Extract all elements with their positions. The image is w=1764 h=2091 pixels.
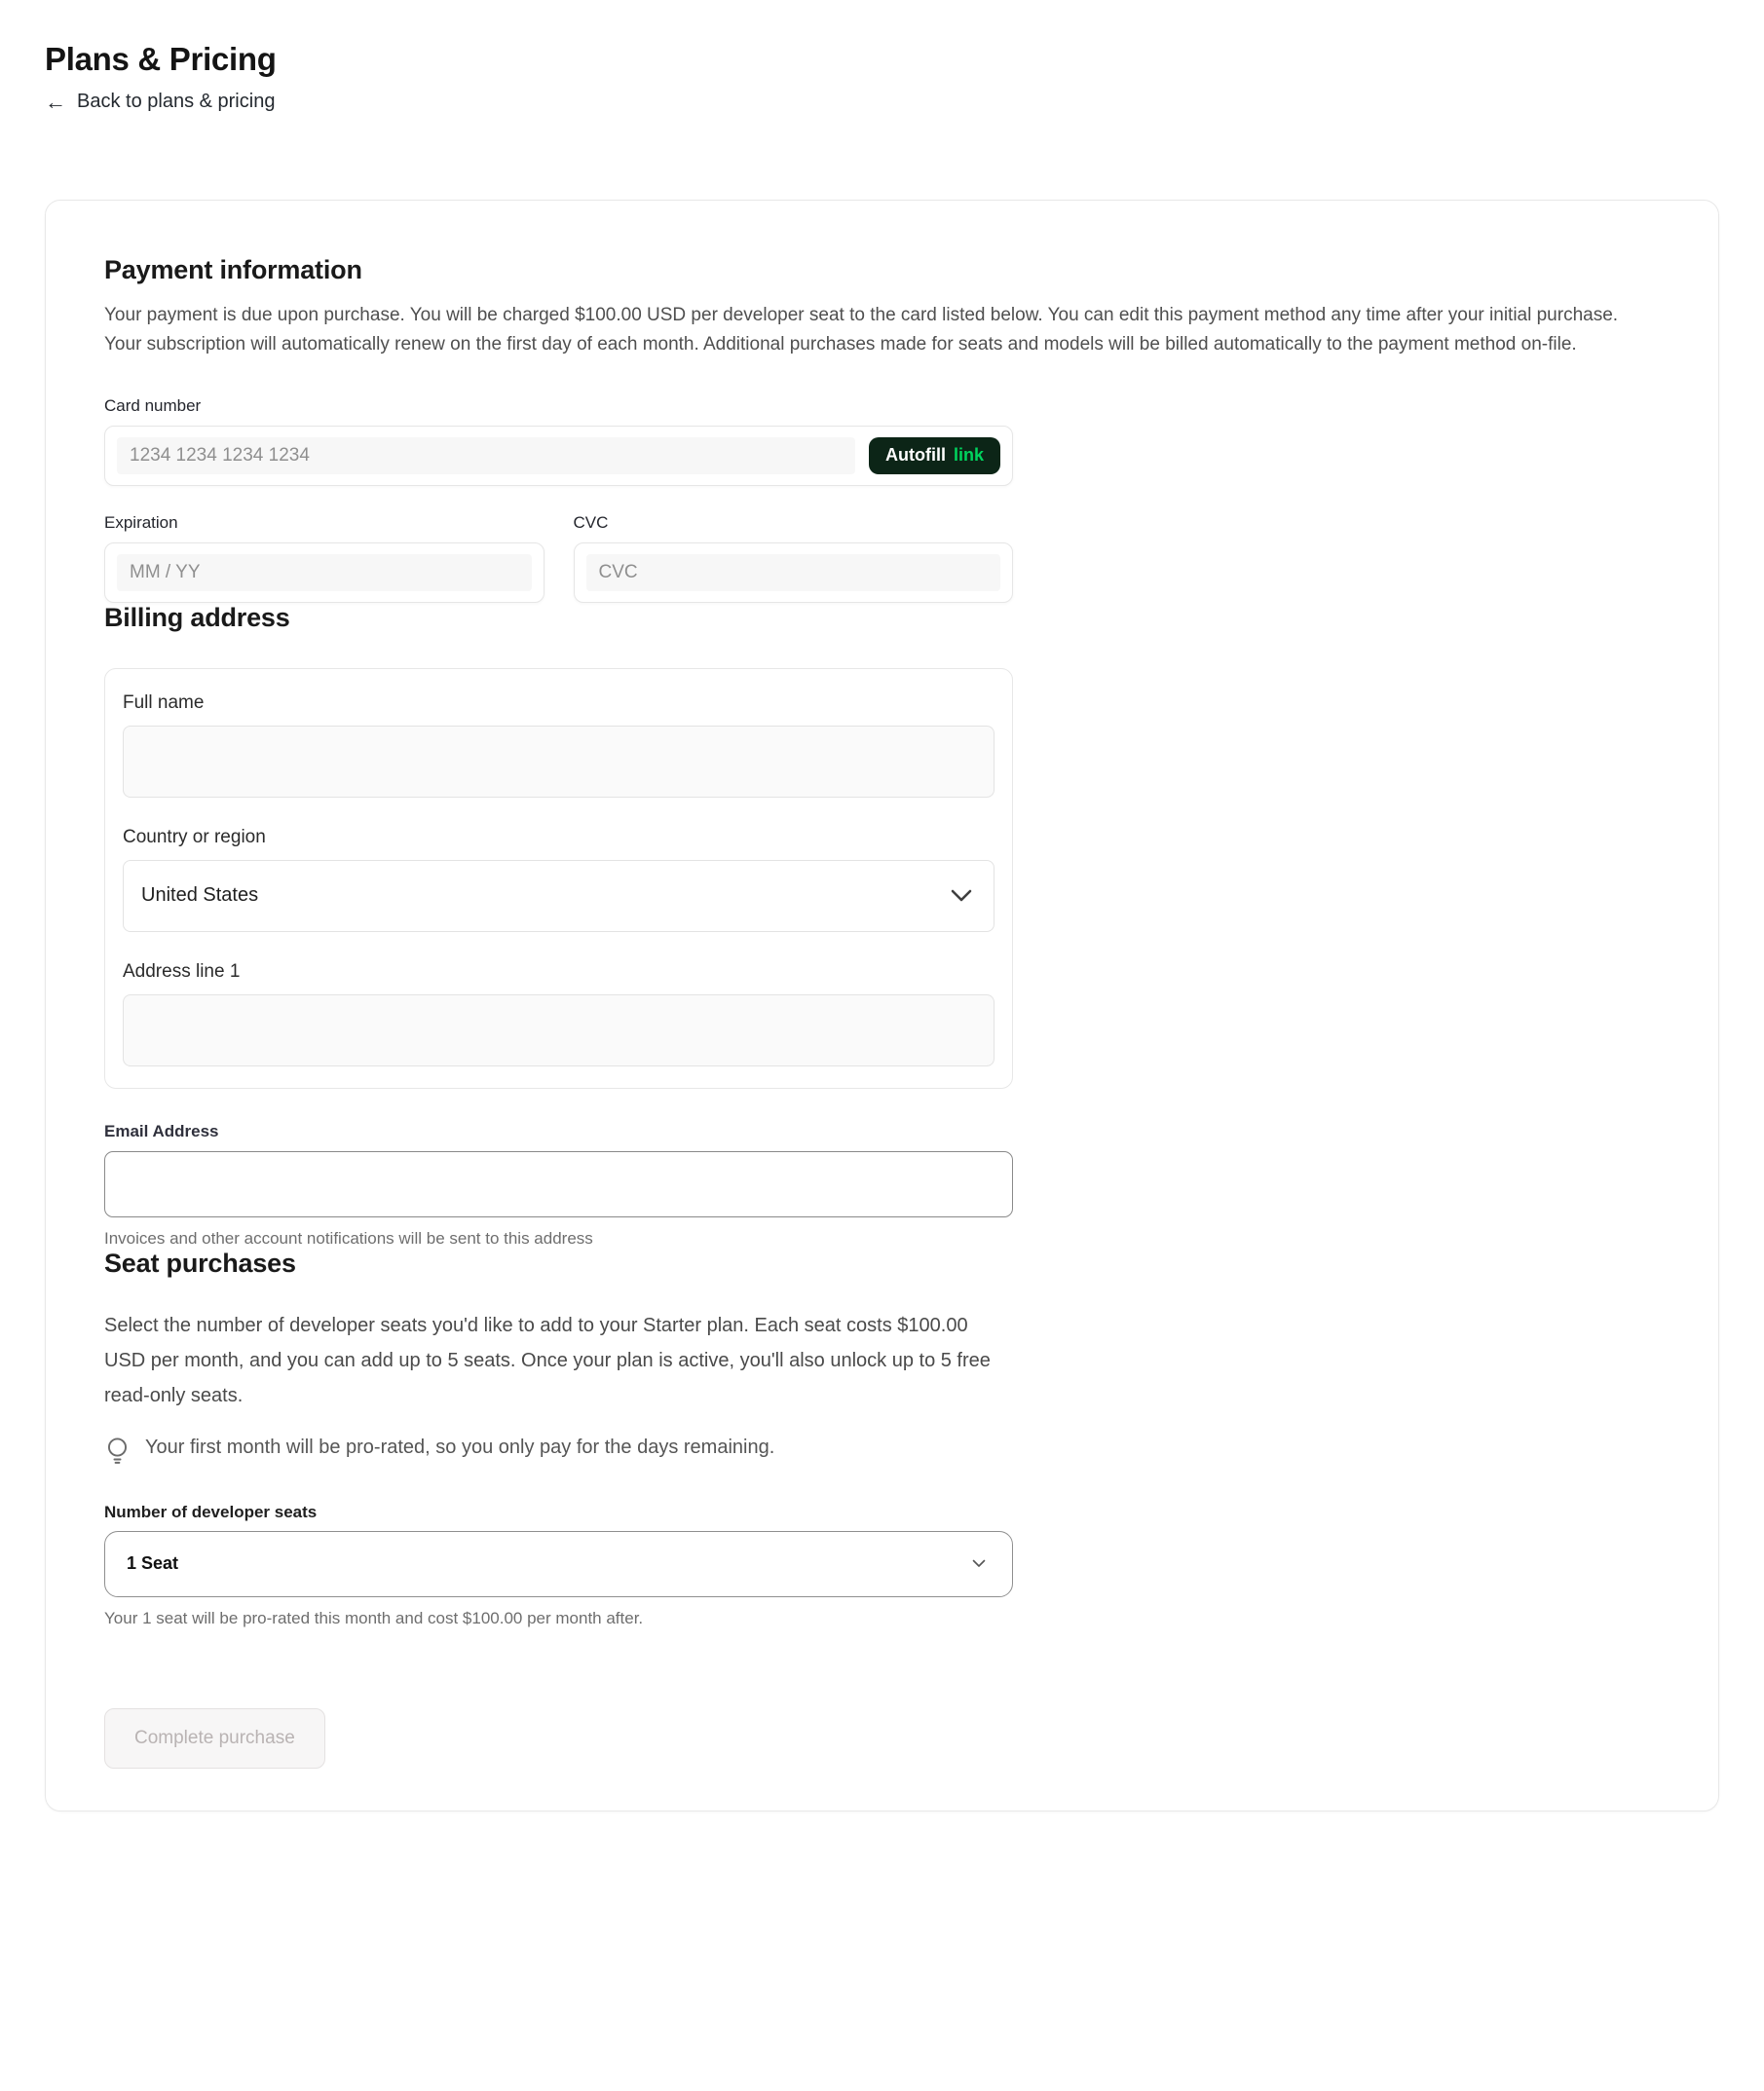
chevron-down-icon: [951, 889, 972, 903]
link-brand-label: link: [953, 445, 984, 465]
cvc-label: CVC: [573, 512, 609, 532]
autofill-label: Autofill: [885, 445, 946, 465]
seat-count-label: Number of developer seats: [104, 1502, 318, 1521]
address-line1-input[interactable]: [123, 994, 995, 1066]
seat-count-selected-value: 1 Seat: [127, 1553, 179, 1573]
country-select[interactable]: [123, 860, 995, 932]
expiration-input[interactable]: [117, 554, 532, 591]
email-label: Email Address: [104, 1121, 219, 1140]
purchase-form-card: [45, 200, 1719, 1811]
address-line1-label: Address line 1: [123, 960, 241, 982]
back-arrow-icon: ←: [45, 89, 66, 114]
back-link[interactable]: [45, 91, 275, 113]
full-name-input[interactable]: [123, 726, 995, 798]
billing-address-box: [104, 668, 1013, 1089]
cvc-input[interactable]: [586, 554, 1001, 591]
card-number-label: Card number: [104, 395, 202, 415]
back-link-label: Back to plans & pricing: [77, 91, 276, 112]
page-title: Plans & Pricing: [45, 41, 277, 77]
seat-purchases-heading: Seat purchases: [104, 1248, 296, 1278]
country-label: Country or region: [123, 826, 266, 847]
email-input[interactable]: [104, 1151, 1013, 1217]
card-number-input[interactable]: [117, 437, 855, 474]
prorate-tip-text: Your first month will be pro-rated, so you only pay for the days remaining.: [145, 1436, 775, 1458]
expiration-field: [104, 542, 544, 603]
prorate-tip: [104, 1437, 1013, 1468]
expiration-label: Expiration: [104, 512, 178, 532]
country-selected-value: United States: [141, 884, 259, 906]
autofill-link-button[interactable]: [869, 437, 1000, 474]
full-name-label: Full name: [123, 691, 205, 713]
billing-address-heading: Billing address: [104, 602, 290, 632]
email-hint: Invoices and other account notifications will be sent to this address: [104, 1228, 593, 1248]
lightbulb-icon: [104, 1436, 131, 1468]
chevron-down-icon: [971, 1558, 987, 1569]
seat-purchases-description: Select the number of developer seats you'd like to add to your Starter plan. Each seat costs $100.00 USD per month, and you can add up to 5 seats. Once your plan is active, you'll also unlock up to 5 free read-only seats.: [104, 1314, 991, 1406]
seat-count-hint: Your 1 seat will be pro-rated this month and cost $100.00 per month after.: [104, 1608, 644, 1627]
complete-purchase-button[interactable]: Complete purchase: [104, 1708, 325, 1769]
cvc-field: [574, 542, 1014, 603]
seat-count-select[interactable]: [104, 1531, 1013, 1597]
payment-description: Your payment is due upon purchase. You will be charged $100.00 USD per developer seat to the card listed below. You can edit this payment method any time after your initial purchase. Your subscription will automatically renew on the first day of each month. Additional purchases made for seats and models will be billed automatically to the payment method on-file.: [104, 304, 1619, 355]
card-number-field: [104, 426, 1013, 486]
payment-information-heading: Payment information: [104, 254, 362, 284]
